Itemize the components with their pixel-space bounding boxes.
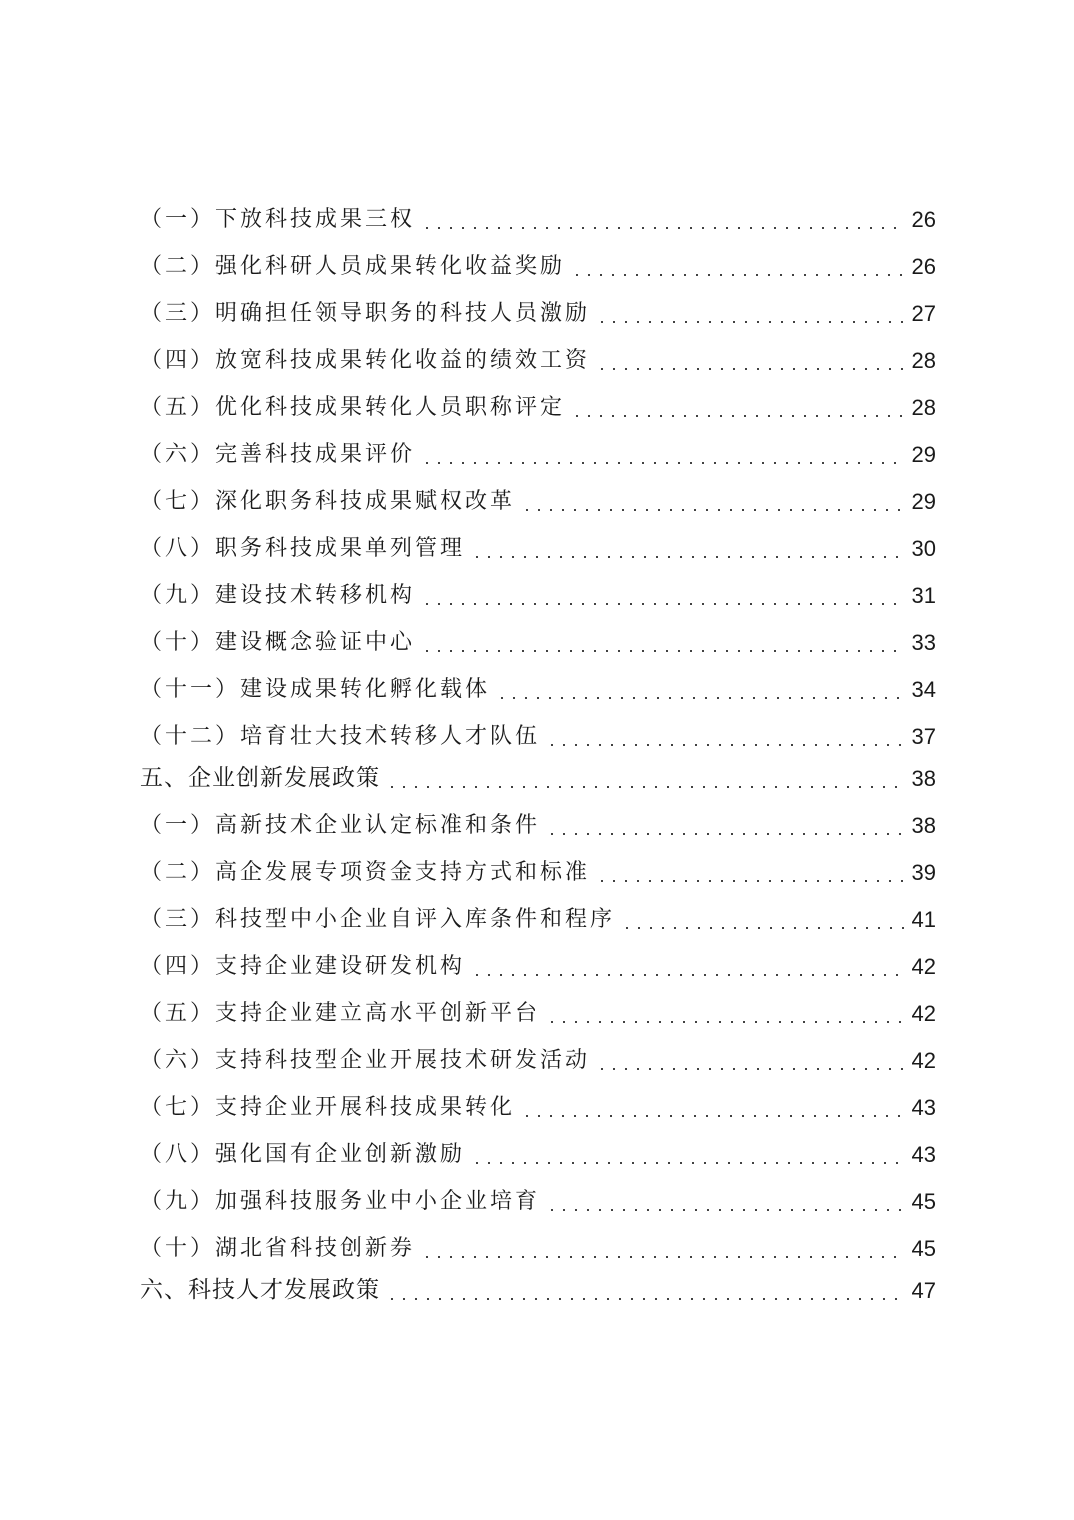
dot-leader: [521, 1115, 904, 1117]
dot-leader: [596, 321, 904, 323]
dot-leader: [621, 927, 904, 929]
toc-entry[interactable]: [140, 288, 936, 335]
dot-leader: [546, 744, 904, 746]
toc-chapter-label: 五、企业创新发展政策: [140, 765, 380, 791]
dot-leader: [421, 603, 904, 605]
toc-entry-page: 42: [911, 954, 936, 979]
dot-leader: [471, 1162, 904, 1164]
toc-entry-page: 30: [911, 536, 936, 561]
toc-entry-page: 29: [911, 489, 936, 514]
dot-leader: [421, 650, 904, 652]
dot-leader: [471, 974, 904, 976]
toc-entry-label: （八）强化国有企业创新激励: [140, 1142, 466, 1167]
toc-entry[interactable]: [140, 988, 936, 1035]
toc-entry-label: （九）加强科技服务业中小企业培育: [140, 1189, 541, 1214]
dot-leader: [421, 462, 904, 464]
toc-entry-page: 41: [911, 907, 936, 932]
toc-entry[interactable]: [140, 847, 936, 894]
toc-entry-label: （十一）建设成果转化孵化载体: [140, 677, 491, 702]
toc-entry-page: 28: [911, 395, 936, 420]
toc-entry-page: 26: [911, 254, 936, 279]
toc-chapter-label: 六、科技人才发展政策: [140, 1277, 380, 1303]
toc-entry-page: 38: [911, 813, 936, 838]
dot-leader: [521, 509, 904, 511]
toc-entry-label: （六）支持科技型企业开展技术研发活动: [140, 1048, 591, 1073]
toc-entry-page: 33: [911, 630, 936, 655]
toc-chapter-entry[interactable]: [140, 758, 936, 800]
toc-entry-page: 43: [911, 1095, 936, 1120]
toc-entry[interactable]: [140, 617, 936, 664]
toc-entry[interactable]: [140, 664, 936, 711]
toc-entry[interactable]: [140, 800, 936, 847]
toc-entry-page: 39: [911, 860, 936, 885]
toc-entry-label: （四）支持企业建设研发机构: [140, 954, 466, 979]
toc-entry-page: 43: [911, 1142, 936, 1167]
toc-entry[interactable]: [140, 1082, 936, 1129]
toc-entry-page: 42: [911, 1048, 936, 1073]
toc-entry[interactable]: [140, 194, 936, 241]
toc-entry-page: 45: [911, 1236, 936, 1261]
toc-entry-label: （十）湖北省科技创新券: [140, 1236, 416, 1261]
toc-entry-label: （一）下放科技成果三权: [140, 207, 416, 232]
dot-leader: [596, 880, 904, 882]
dot-leader: [471, 556, 904, 558]
toc-entry[interactable]: [140, 711, 936, 758]
toc-entry-page: 38: [911, 766, 936, 791]
dot-leader: [546, 1209, 904, 1211]
toc-entry[interactable]: [140, 1223, 936, 1270]
dot-leader: [496, 697, 904, 699]
dot-leader: [546, 1021, 904, 1023]
toc-entry-label: （五）支持企业建立高水平创新平台: [140, 1001, 541, 1026]
toc-entry-label: （六）完善科技成果评价: [140, 442, 416, 467]
dot-leader: [596, 1068, 904, 1070]
toc-entry-label: （十）建设概念验证中心: [140, 630, 416, 655]
dot-leader: [421, 227, 904, 229]
toc-entry-page: 47: [911, 1278, 936, 1303]
dot-leader: [421, 1256, 904, 1258]
toc-entry[interactable]: [140, 476, 936, 523]
toc-entry-label: （一）高新技术企业认定标准和条件: [140, 813, 541, 838]
toc-entry[interactable]: [140, 523, 936, 570]
toc-entry[interactable]: [140, 429, 936, 476]
toc-entry[interactable]: [140, 335, 936, 382]
toc-entry-label: （七）深化职务科技成果赋权改革: [140, 489, 516, 514]
toc-entry[interactable]: [140, 382, 936, 429]
toc-entry-page: 42: [911, 1001, 936, 1026]
toc-entry[interactable]: [140, 241, 936, 288]
toc-entry-label: （三）科技型中小企业自评入库条件和程序: [140, 907, 616, 932]
dot-leader: [596, 368, 904, 370]
toc-entry-page: 29: [911, 442, 936, 467]
dot-leader: [571, 415, 904, 417]
table-of-contents: [140, 194, 936, 1312]
toc-entry[interactable]: [140, 941, 936, 988]
toc-entry-label: （七）支持企业开展科技成果转化: [140, 1095, 516, 1120]
toc-entry-page: 45: [911, 1189, 936, 1214]
dot-leader: [546, 833, 904, 835]
toc-entry-page: 34: [911, 677, 936, 702]
toc-chapter-entry[interactable]: [140, 1270, 936, 1312]
toc-entry-label: （二）强化科研人员成果转化收益奖励: [140, 254, 566, 279]
toc-entry[interactable]: [140, 1129, 936, 1176]
toc-entry-page: 28: [911, 348, 936, 373]
dot-leader: [386, 786, 904, 788]
toc-entry-label: （五）优化科技成果转化人员职称评定: [140, 395, 566, 420]
toc-entry[interactable]: [140, 1176, 936, 1223]
toc-entry-page: 26: [911, 207, 936, 232]
toc-entry[interactable]: [140, 894, 936, 941]
toc-entry-page: 27: [911, 301, 936, 326]
toc-entry-label: （十二）培育壮大技术转移人才队伍: [140, 724, 541, 749]
toc-entry-label: （四）放宽科技成果转化收益的绩效工资: [140, 348, 591, 373]
toc-entry[interactable]: [140, 570, 936, 617]
toc-entry-label: （二）高企发展专项资金支持方式和标准: [140, 860, 591, 885]
toc-entry-page: 37: [911, 724, 936, 749]
toc-entry-label: （八）职务科技成果单列管理: [140, 536, 466, 561]
toc-entry[interactable]: [140, 1035, 936, 1082]
toc-entry-page: 31: [911, 583, 936, 608]
dot-leader: [571, 274, 904, 276]
toc-entry-label: （九）建设技术转移机构: [140, 583, 416, 608]
toc-entry-label: （三）明确担任领导职务的科技人员激励: [140, 301, 591, 326]
dot-leader: [386, 1298, 904, 1300]
